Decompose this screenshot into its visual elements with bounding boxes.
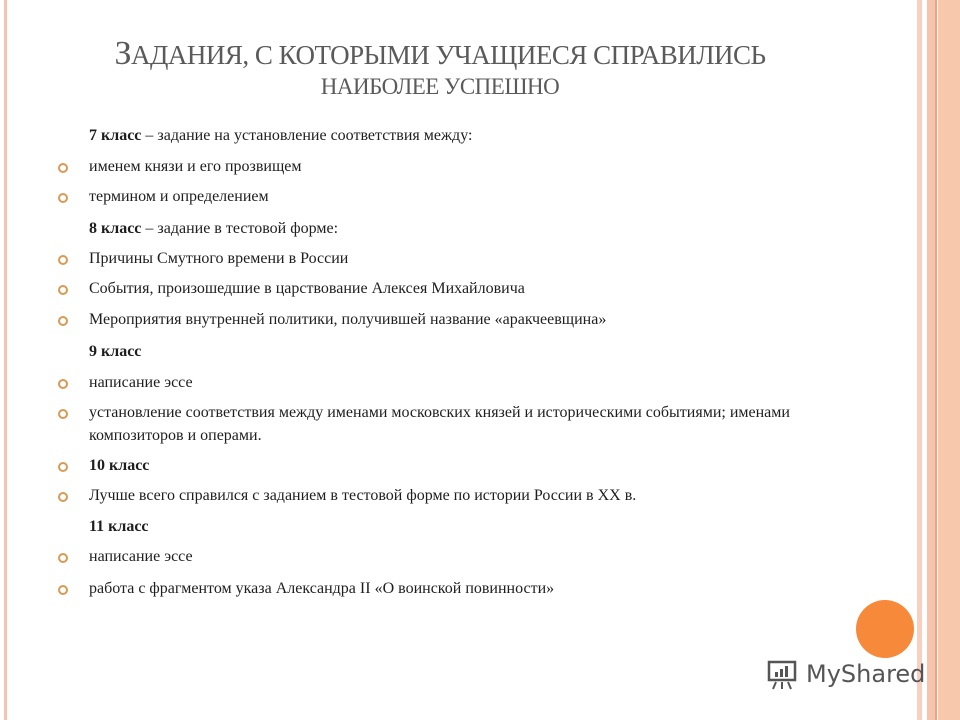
item-text: установление соответствия между именами московских князей и историческими событиями; именами композиторов и операми. — [89, 404, 790, 444]
bullet-icon — [58, 379, 68, 389]
watermark-logo — [766, 657, 925, 691]
item-text: Мероприятия внутренней политики, получившей название «аракчеевщина» — [89, 311, 607, 328]
right-stripe — [938, 0, 960, 720]
list-item — [89, 484, 849, 507]
right-stripe — [935, 0, 937, 720]
list-item — [89, 124, 849, 147]
item-text: написание эссе — [89, 374, 193, 391]
grade-label: 11 класс — [89, 518, 149, 535]
bullet-icon — [58, 462, 68, 472]
bullet-icon — [58, 285, 68, 295]
item-text: – задание в тестовой форме: — [141, 220, 339, 237]
item-text: термином и определением — [89, 188, 269, 205]
right-stripe — [927, 0, 935, 720]
list-item — [89, 340, 849, 363]
presentation-icon — [766, 657, 800, 691]
list-item — [89, 454, 849, 477]
grade-label: 7 класс — [89, 127, 142, 144]
list-item — [89, 577, 849, 600]
bullet-icon — [58, 492, 68, 502]
bullet-icon — [58, 553, 68, 563]
item-text: События, произошедшие в царствование Алексея Михайловича — [89, 280, 525, 297]
list-item — [89, 545, 849, 568]
item-text: Причины Смутного времени в России — [89, 250, 349, 267]
list-item — [89, 185, 849, 208]
item-text: именем князи и его прозвищем — [89, 158, 302, 175]
decorative-circle — [856, 600, 914, 658]
item-text: написание эссе — [89, 548, 193, 565]
list-item — [89, 217, 849, 240]
bullet-icon — [58, 316, 68, 326]
slide-title-line2: НАИБОЛЕЕ УСПЕШНО — [320, 74, 560, 99]
item-text: работа с фрагментом указа Александра II «О воинской повинности» — [89, 580, 555, 597]
watermark-text: MyShared — [806, 660, 926, 688]
bullet-icon — [58, 163, 68, 173]
left-border — [4, 0, 7, 720]
bullet-icon — [58, 255, 68, 265]
list-item — [89, 247, 849, 270]
list-item — [89, 155, 849, 178]
right-stripe — [917, 0, 922, 720]
item-text: Лучше всего справился с заданием в тестовой форме по истории России в XX в. — [89, 487, 637, 504]
list-item — [89, 277, 849, 300]
bullet-icon — [58, 193, 68, 203]
grade-label: 9 класс — [89, 343, 142, 360]
item-text: – задание на установление соответствия между: — [141, 127, 473, 144]
list-item — [89, 371, 849, 394]
list-item — [89, 308, 849, 331]
grade-label: 10 класс — [89, 457, 150, 474]
bullet-icon — [58, 585, 68, 595]
slide-title-line1: ЗАДАНИЯ, С КОТОРЫМИ УЧАЩИЕСЯ СПРАВИЛИСЬ — [114, 35, 766, 72]
bullet-icon — [58, 409, 68, 419]
list-item — [89, 401, 849, 447]
list-item — [89, 515, 849, 538]
grade-label: 8 класс — [89, 220, 142, 237]
